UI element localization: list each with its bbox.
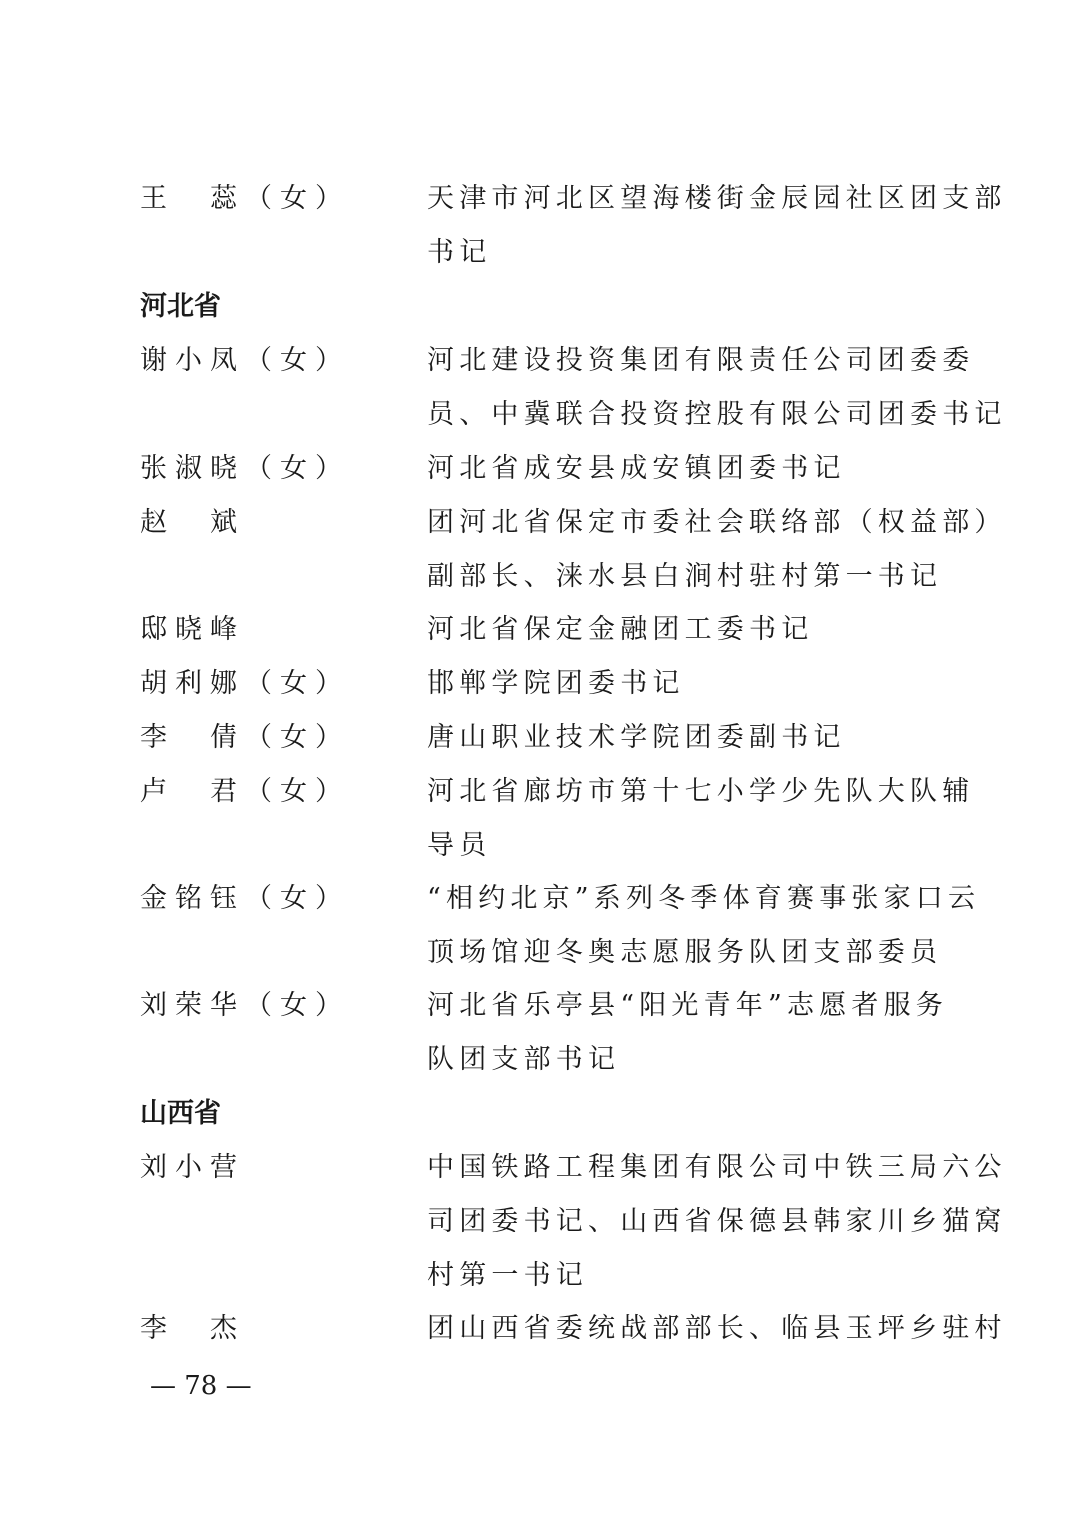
person-unit: [427, 1302, 1007, 1356]
person-unit: [427, 872, 981, 980]
person-unit: [427, 979, 949, 1087]
person-unit: [427, 711, 942, 765]
person-unit: [427, 1141, 1007, 1303]
unit-line: 顶场馆迎冬奥志愿服务队团支部委员: [427, 937, 943, 968]
person-name: 邸晓峰: [140, 614, 245, 645]
person-unit: [427, 603, 942, 657]
unit-line: 河北建设投资集团有限责任公司团委委: [427, 345, 975, 376]
person-name: 刘小营: [140, 1152, 245, 1183]
unit-line: 员、中冀联合投资控股有限公司团委书记: [427, 399, 1007, 430]
unit-line: 司团委书记、山西省保德县韩家川乡猫窝: [427, 1206, 1007, 1237]
unit-line: 唐山职业技术学院团委副书记: [427, 722, 846, 753]
person-name: 李 倩（女）: [140, 722, 350, 753]
person-name: 张淑晓（女）: [140, 453, 350, 484]
unit-line: 河北省廊坊市第十七小学少先队大队辅: [427, 776, 975, 807]
unit-line: 队团支部书记: [427, 1044, 621, 1075]
person-unit: [427, 442, 942, 496]
unit-line: 导员: [427, 830, 492, 861]
section-heading-shanxi: 山西省: [140, 1098, 221, 1129]
person-name: 卢 君（女）: [140, 776, 350, 807]
person-name: 李 杰: [140, 1313, 245, 1344]
person-name: 刘荣华（女）: [140, 990, 350, 1021]
unit-line: 天津市河北区望海楼街金辰园社区团支部: [427, 183, 1007, 214]
person-unit: [427, 172, 1007, 280]
unit-line: 副部长、涞水县白涧村驻村第一书记: [427, 561, 943, 592]
unit-line: 河北省保定金融团工委书记: [427, 614, 814, 645]
unit-line: 邯郸学院团委书记: [427, 668, 685, 699]
page-number: — 78 —: [150, 1371, 252, 1401]
unit-line: 村第一书记: [427, 1260, 588, 1291]
person-unit: [427, 334, 1007, 442]
unit-line: 团山西省委统战部部长、临县玉坪乡驻村: [427, 1313, 1007, 1344]
section-heading-hebei: 河北省: [140, 291, 221, 322]
person-name: 谢小凤（女）: [140, 345, 350, 376]
unit-line: “相约北京”系列冬季体育赛事张家口云: [427, 883, 981, 914]
person-unit: [427, 657, 942, 711]
unit-line: 河北省成安县成安镇团委书记: [427, 453, 846, 484]
person-unit: [427, 496, 1007, 604]
person-name: 赵 斌: [140, 507, 245, 538]
person-unit: [427, 765, 975, 873]
unit-line: 河北省乐亭县“阳光青年”志愿者服务: [427, 990, 949, 1021]
unit-line: 团河北省保定市委社会联络部（权益部）: [427, 507, 1007, 538]
unit-line: 中国铁路工程集团有限公司中铁三局六公: [427, 1152, 1007, 1183]
person-name: 金铭钰（女）: [140, 883, 350, 914]
person-name: 王 蕊（女）: [140, 183, 350, 214]
person-name: 胡利娜（女）: [140, 668, 350, 699]
unit-line: 书记: [427, 237, 492, 268]
